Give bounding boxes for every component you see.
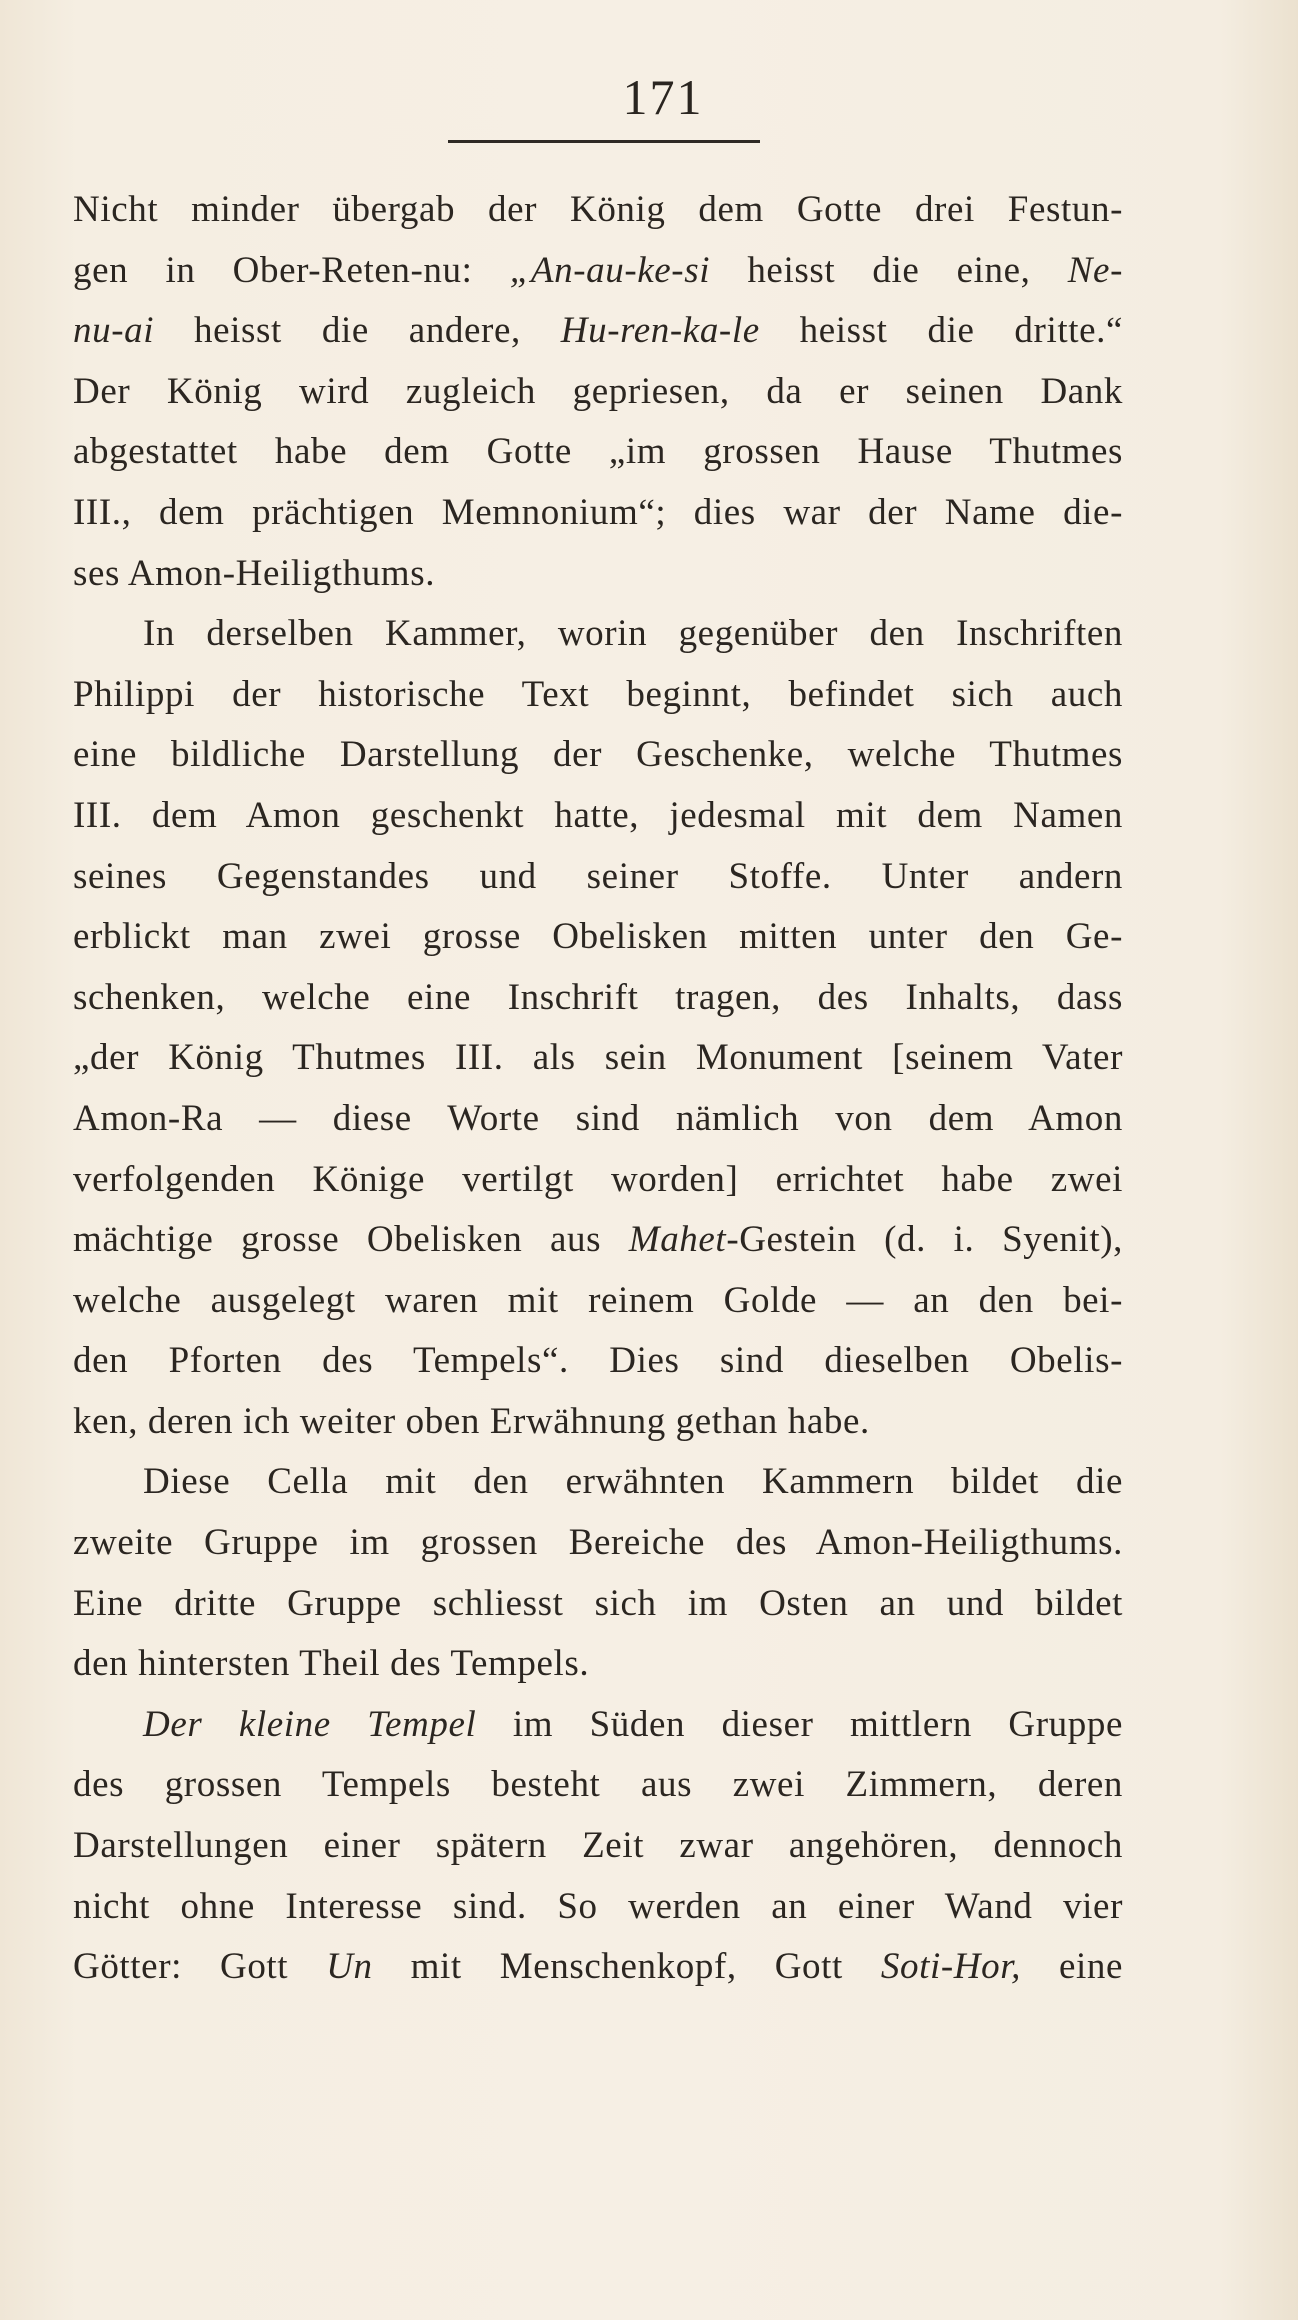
text-line: [73, 1755, 1123, 1816]
text-line: [73, 604, 1123, 665]
text-segment: eine: [1020, 1946, 1123, 1988]
text-line: [73, 665, 1123, 726]
text-segment: abgestattet habe dem Gotte „im grossen Hause Thutmes: [73, 431, 1123, 473]
text-segment: seines Gegenstandes und seiner Stoffe. Unter andern: [73, 855, 1123, 897]
text-segment: III., dem prächtigen Memnonium“; dies war der Name die-: [73, 491, 1123, 533]
italic-text-segment: Der kleine Tempel: [143, 1703, 477, 1745]
text-line: [73, 1574, 1123, 1635]
text-line: [73, 1937, 1123, 1998]
text-line: [73, 1271, 1123, 1332]
text-line: [73, 1877, 1123, 1938]
text-segment: In derselben Kammer, worin gegenüber den Inschriften: [143, 613, 1123, 655]
text-segment: Eine dritte Gruppe schliesst sich im Osten an und bildet: [73, 1582, 1123, 1624]
text-segment: heisst die eine,: [710, 249, 1068, 291]
text-line: [73, 907, 1123, 968]
text-segment: Diese Cella mit den erwähnten Kammern bildet die: [143, 1461, 1123, 1503]
text-line: [73, 544, 1123, 605]
text-segment: -Gestein (d. i. Syenit),: [726, 1219, 1123, 1261]
text-line: [73, 1150, 1123, 1211]
text-line: [73, 241, 1123, 302]
text-segment: gen in Ober-Reten-nu:: [73, 249, 510, 291]
text-segment: heisst die dritte.“: [759, 310, 1123, 352]
text-segment: im Süden dieser mittlern Gruppe: [476, 1703, 1123, 1745]
text-segment: schenken, welche eine Inschrift tragen, des Inhalts, dass: [73, 976, 1123, 1018]
text-segment: mächtige grosse Obelisken aus: [73, 1219, 629, 1261]
text-segment: Götter: Gott: [73, 1946, 327, 1988]
text-line: [73, 847, 1123, 908]
text-segment: ses Amon-Heiligthums.: [73, 552, 436, 594]
text-line: [73, 1452, 1123, 1513]
italic-text-segment: Hu-ren-ka-le: [560, 310, 760, 352]
text-segment: „der König Thutmes III. als sein Monument [seinem Vater: [73, 1037, 1123, 1079]
text-segment: ken, deren ich weiter oben Erwähnung gethan habe.: [73, 1400, 870, 1442]
text-segment: den hintersten Theil des Tempels.: [73, 1643, 590, 1685]
header-rule: [448, 140, 760, 143]
text-segment: zweite Gruppe im grossen Bereiche des Amon-Heiligthums.: [73, 1522, 1123, 1564]
text-line: [73, 786, 1123, 847]
text-line: [73, 1028, 1123, 1089]
text-segment: den Pforten des Tempels“. Dies sind dieselben Obelis-: [73, 1340, 1123, 1382]
text-line: [73, 1392, 1123, 1453]
text-segment: verfolgenden Könige vertilgt worden] errichtet habe zwei: [73, 1158, 1123, 1200]
text-segment: Nicht minder übergab der König dem Gotte drei Festun-: [73, 189, 1123, 230]
text-line: [73, 1210, 1123, 1271]
text-line: [73, 301, 1123, 362]
italic-text-segment: „An-au-ke-si: [509, 249, 711, 291]
text-line: [73, 422, 1123, 483]
text-line: [73, 1816, 1123, 1877]
text-segment: eine bildliche Darstellung der Geschenke, welche Thutmes: [73, 734, 1123, 776]
text-segment: Der König wird zugleich gepriesen, da er seinen Dank: [73, 370, 1123, 412]
text-line: [73, 362, 1123, 423]
text-line: [73, 1331, 1123, 1392]
text-line: [73, 1089, 1123, 1150]
text-segment: mit Menschenkopf, Gott: [372, 1946, 881, 1988]
italic-text-segment: nu-ai: [73, 310, 155, 352]
italic-text-segment: Soti-Hor,: [880, 1946, 1021, 1988]
text-line: [73, 1695, 1123, 1756]
text-segment: Philippi der historische Text beginnt, befindet sich auch: [73, 673, 1123, 715]
italic-text-segment: Ne-: [1067, 249, 1123, 291]
text-segment: welche ausgelegt waren mit reinem Golde — an den bei-: [73, 1279, 1123, 1321]
text-line: [73, 968, 1123, 1029]
text-segment: erblickt man zwei grosse Obelisken mitten unter den Ge-: [73, 916, 1123, 958]
text-segment: III. dem Amon geschenkt hatte, jedesmal mit dem Namen: [73, 794, 1123, 836]
text-line: [73, 725, 1123, 786]
text-segment: des grossen Tempels besteht aus zwei Zimmern, deren: [73, 1764, 1123, 1806]
italic-text-segment: Mahet: [628, 1219, 727, 1261]
text-line: [73, 483, 1123, 544]
text-segment: heisst die andere,: [154, 310, 561, 352]
text-line: [73, 1513, 1123, 1574]
text-segment: Darstellungen einer spätern Zeit zwar angehören, dennoch: [73, 1825, 1123, 1867]
page-number: 171: [622, 69, 704, 125]
text-line: [73, 1634, 1123, 1695]
text-segment: nicht ohne Interesse sind. So werden an einer Wand vier: [73, 1885, 1123, 1927]
text-segment: Amon-Ra — diese Worte sind nämlich von dem Amon: [73, 1097, 1123, 1139]
text-line: [73, 180, 1123, 241]
italic-text-segment: Un: [326, 1946, 373, 1988]
body-text: [73, 180, 1123, 1998]
